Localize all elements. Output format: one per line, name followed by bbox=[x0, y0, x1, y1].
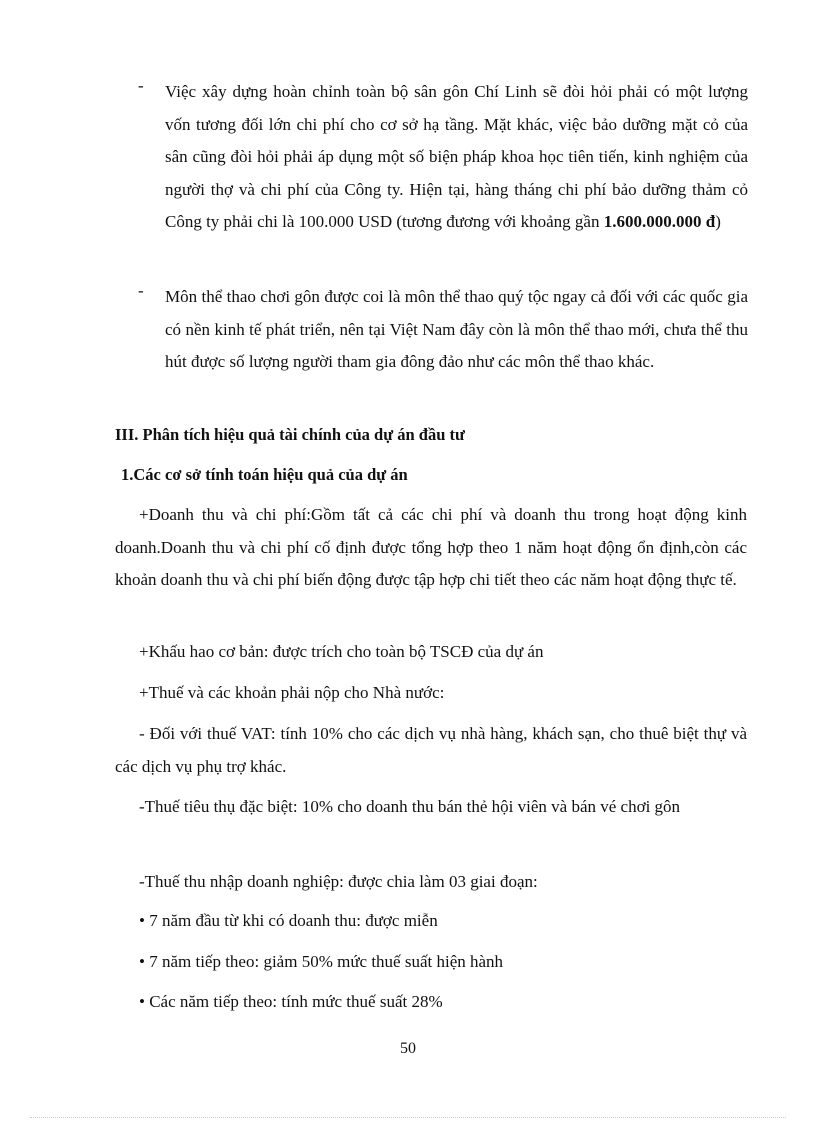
paragraph-depreciation: +Khấu hao cơ bản: được trích cho toàn bộ TSCĐ của dự án bbox=[139, 642, 544, 661]
footer-divider bbox=[30, 1117, 786, 1118]
paragraph-revenue-cost: +Doanh thu và chi phí:Gồm tất cả các chi phí và doanh thu trong hoạt động kinh doanh.Doanh thu và chi phí cố định được tổng hợp theo 1 năm hoạt động ổn định,còn các khoản doanh thu và chi phí biến động được tập hợp chi tiết theo các năm hoạt động thực tế. bbox=[115, 505, 747, 589]
bullet-text-main: Việc xây dựng hoàn chỉnh toàn bộ sân gôn Chí Linh sẽ đòi hỏi phải có một lượng vốn tương đối lớn chi phí cho cơ sở hạ tầng. Mặt khác, việc bảo dưỡng mặt cỏ của sân cũng đòi hỏi phải áp dụng một số biện pháp khoa học tiên tiến, kinh nghiệm của người thợ và chi phí của Công ty. Hiện tại, hàng tháng chi phí bảo dưỡng thảm cỏ Công ty phải chi là 100.000 USD (tương đương với khoảng gần bbox=[165, 82, 748, 232]
paragraph-corporate-tax: -Thuế thu nhập doanh nghiệp: được chia làm 03 giai đoạn: bbox=[139, 872, 538, 891]
list-item-stage-2: • 7 năm tiếp theo: giảm 50% mức thuế suất hiện hành bbox=[139, 952, 504, 971]
paragraph-taxes: +Thuế và các khoản phải nộp cho Nhà nước: bbox=[139, 683, 445, 702]
bullet-dash: - bbox=[138, 281, 144, 300]
bullet-text-amount: 1.600.000.000 đ bbox=[603, 212, 716, 232]
paragraph-vat: - Đối với thuế VAT: tính 10% cho các dịch vụ nhà hàng, khách sạn, cho thuê biệt thự và các dịch vụ phụ trợ khác. bbox=[115, 724, 747, 776]
bullet-text: Môn thể thao chơi gôn được coi là môn thể thao quý tộc ngay cả đối với các quốc gia có nền kinh tế phát triển, nên tại Việt Nam đây còn là môn thể thao mới, chưa thể thu hút được số lượng người tham gia đông đảo như các môn thể thao khác. bbox=[165, 287, 748, 372]
bullet-text-close: ) bbox=[715, 212, 721, 232]
list-item-stage-1: • 7 năm đầu từ khi có doanh thu: được miễn bbox=[139, 911, 438, 930]
bullet-text bbox=[165, 76, 748, 239]
bullet-item-golf-sport bbox=[138, 281, 748, 379]
subsection-heading: 1.Các cơ sở tính toán hiệu quả của dự án bbox=[121, 465, 408, 484]
bullet-item-investment-cost bbox=[138, 76, 748, 239]
section-heading: III. Phân tích hiệu quả tài chính của dự án đầu tư bbox=[115, 425, 465, 444]
page-number: 50 bbox=[400, 1040, 416, 1057]
list-item-stage-3: • Các năm tiếp theo: tính mức thuế suất 28% bbox=[139, 992, 443, 1011]
bullet-dash: - bbox=[138, 76, 144, 95]
paragraph-special-tax: -Thuế tiêu thụ đặc biệt: 10% cho doanh thu bán thẻ hội viên và bán vé chơi gôn bbox=[139, 797, 681, 816]
